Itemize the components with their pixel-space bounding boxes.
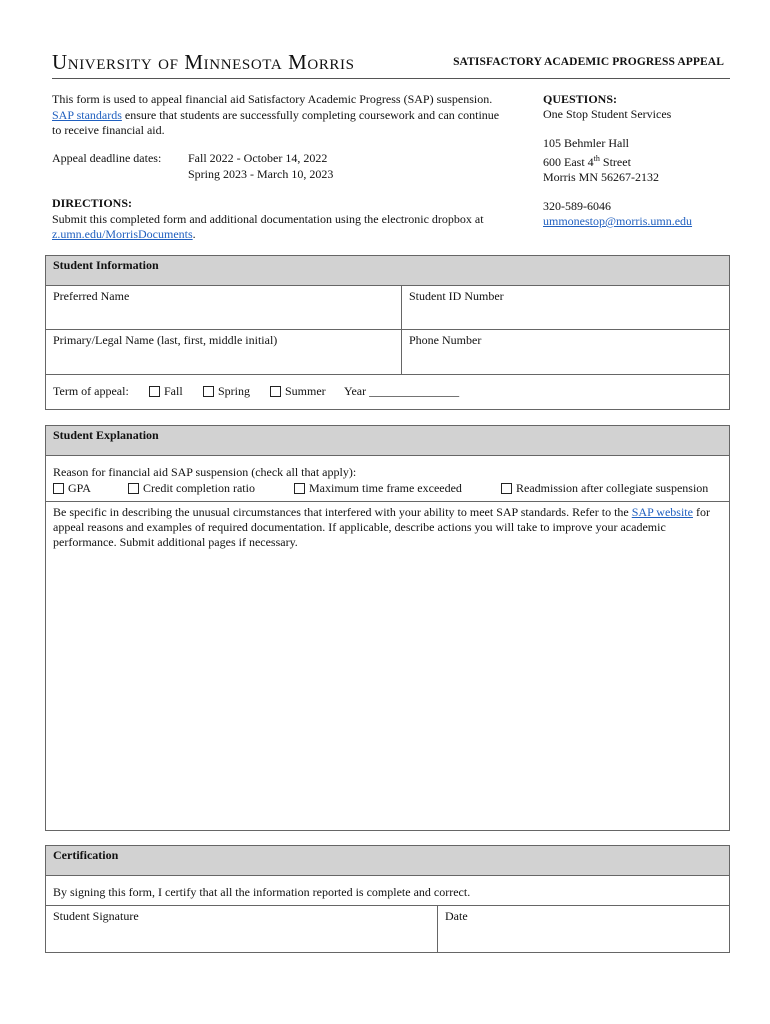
term-label: Term of appeal:	[53, 384, 129, 398]
date-label: Date	[445, 909, 468, 923]
phone: 320-589-6046	[543, 199, 611, 213]
reason-label: Reason for financial aid SAP suspension (check all that apply):	[53, 465, 357, 479]
checkbox-icon[interactable]	[294, 483, 305, 494]
address-line-1: 105 Behmler Hall	[543, 136, 629, 150]
term-fall-option[interactable]: Fall	[149, 384, 183, 399]
document-header	[52, 50, 730, 79]
deadline-spring: Spring 2023 - March 10, 2023	[188, 166, 334, 181]
directions-text: Submit this completed form and additional documentation using the electronic dropbox at	[52, 211, 484, 226]
office-name: One Stop Student Services	[543, 107, 672, 121]
checkbox-icon[interactable]	[53, 483, 64, 494]
directions-text-end: .	[192, 227, 196, 241]
term-summer-option[interactable]: Summer	[270, 384, 326, 399]
phone-number-label: Phone Number	[409, 333, 482, 347]
reason-max-timeframe-option[interactable]: Maximum time frame exceeded	[294, 481, 462, 496]
intro-paragraph	[52, 92, 502, 139]
deadline-label: Appeal deadline dates:	[52, 151, 162, 165]
student-information-section	[45, 255, 730, 410]
reason-gpa-option[interactable]: GPA	[53, 481, 91, 496]
email-link[interactable]: ummonestop@morris.umn.edu	[543, 214, 693, 228]
section-heading: Student Information	[46, 256, 729, 286]
term-row	[46, 375, 729, 409]
explanation-instructions: Be specific in describing the unusual circumstances that interfered with your ability to meet SAP standards. Refer to the SAP website for appeal reasons and examples of required documentation. If applicable, describe actions you will take to improve your academic performance. Submit additional pages if necessary.	[53, 505, 710, 549]
preferred-name-field[interactable]	[46, 286, 402, 329]
certification-section	[45, 845, 730, 953]
reason-credit-completion-option[interactable]: Credit completion ratio	[128, 481, 255, 496]
address-line-3: Morris MN 56267-2132	[543, 170, 659, 184]
signature-row	[46, 906, 729, 952]
directions	[52, 196, 512, 243]
deadline-fall: Fall 2022 - October 14, 2022	[188, 151, 328, 165]
signature-label: Student Signature	[53, 909, 139, 923]
name-id-row	[46, 286, 729, 330]
phone-number-field[interactable]	[402, 330, 729, 374]
reasons-row	[46, 456, 729, 502]
checkbox-icon[interactable]	[203, 386, 214, 397]
directions-heading: DIRECTIONS:	[52, 196, 133, 210]
address-line-2: 600 East 4th Street	[543, 154, 631, 169]
checkbox-icon[interactable]	[270, 386, 281, 397]
reason-readmission-option[interactable]: Readmission after collegiate suspension	[501, 481, 708, 496]
dropbox-link[interactable]: z.umn.edu/MorrisDocuments	[52, 227, 193, 241]
certification-statement: By signing this form, I certify that all the information reported is complete and correct.	[53, 885, 471, 899]
certification-statement-row	[46, 876, 729, 906]
explanation-text-area[interactable]	[46, 502, 729, 830]
sap-standards-link[interactable]: SAP standards	[52, 107, 122, 122]
intro-text-end: ensure that students are successfully completing coursework and can continue to receive financial aid.	[52, 107, 500, 137]
questions-heading: QUESTIONS:	[543, 92, 618, 106]
year-field[interactable]: Year _______________	[344, 384, 460, 398]
student-explanation-section	[45, 425, 730, 831]
student-id-field[interactable]	[402, 286, 729, 329]
checkbox-icon[interactable]	[149, 386, 160, 397]
student-signature-field[interactable]	[46, 906, 438, 952]
section-heading: Certification	[46, 846, 729, 876]
term-spring-option[interactable]: Spring	[203, 384, 250, 399]
university-name: University of Minnesota Morris	[52, 50, 355, 74]
section-heading: Student Explanation	[46, 426, 729, 456]
legal-name-field[interactable]	[46, 330, 402, 374]
student-id-label: Student ID Number	[409, 289, 504, 303]
sap-website-link[interactable]: SAP website	[631, 505, 693, 519]
intro-text: This form is used to appeal financial aid Satisfactory Academic Progress (SAP) suspension.	[52, 92, 493, 106]
checkbox-icon[interactable]	[128, 483, 139, 494]
legal-name-phone-row	[46, 330, 729, 375]
preferred-name-label: Preferred Name	[53, 289, 130, 303]
legal-name-label: Primary/Legal Name (last, first, middle initial)	[53, 333, 278, 347]
questions-contact	[543, 92, 743, 229]
checkbox-icon[interactable]	[501, 483, 512, 494]
form-title: SATISFACTORY ACADEMIC PROGRESS APPEAL	[453, 56, 724, 68]
date-field[interactable]	[438, 906, 729, 952]
